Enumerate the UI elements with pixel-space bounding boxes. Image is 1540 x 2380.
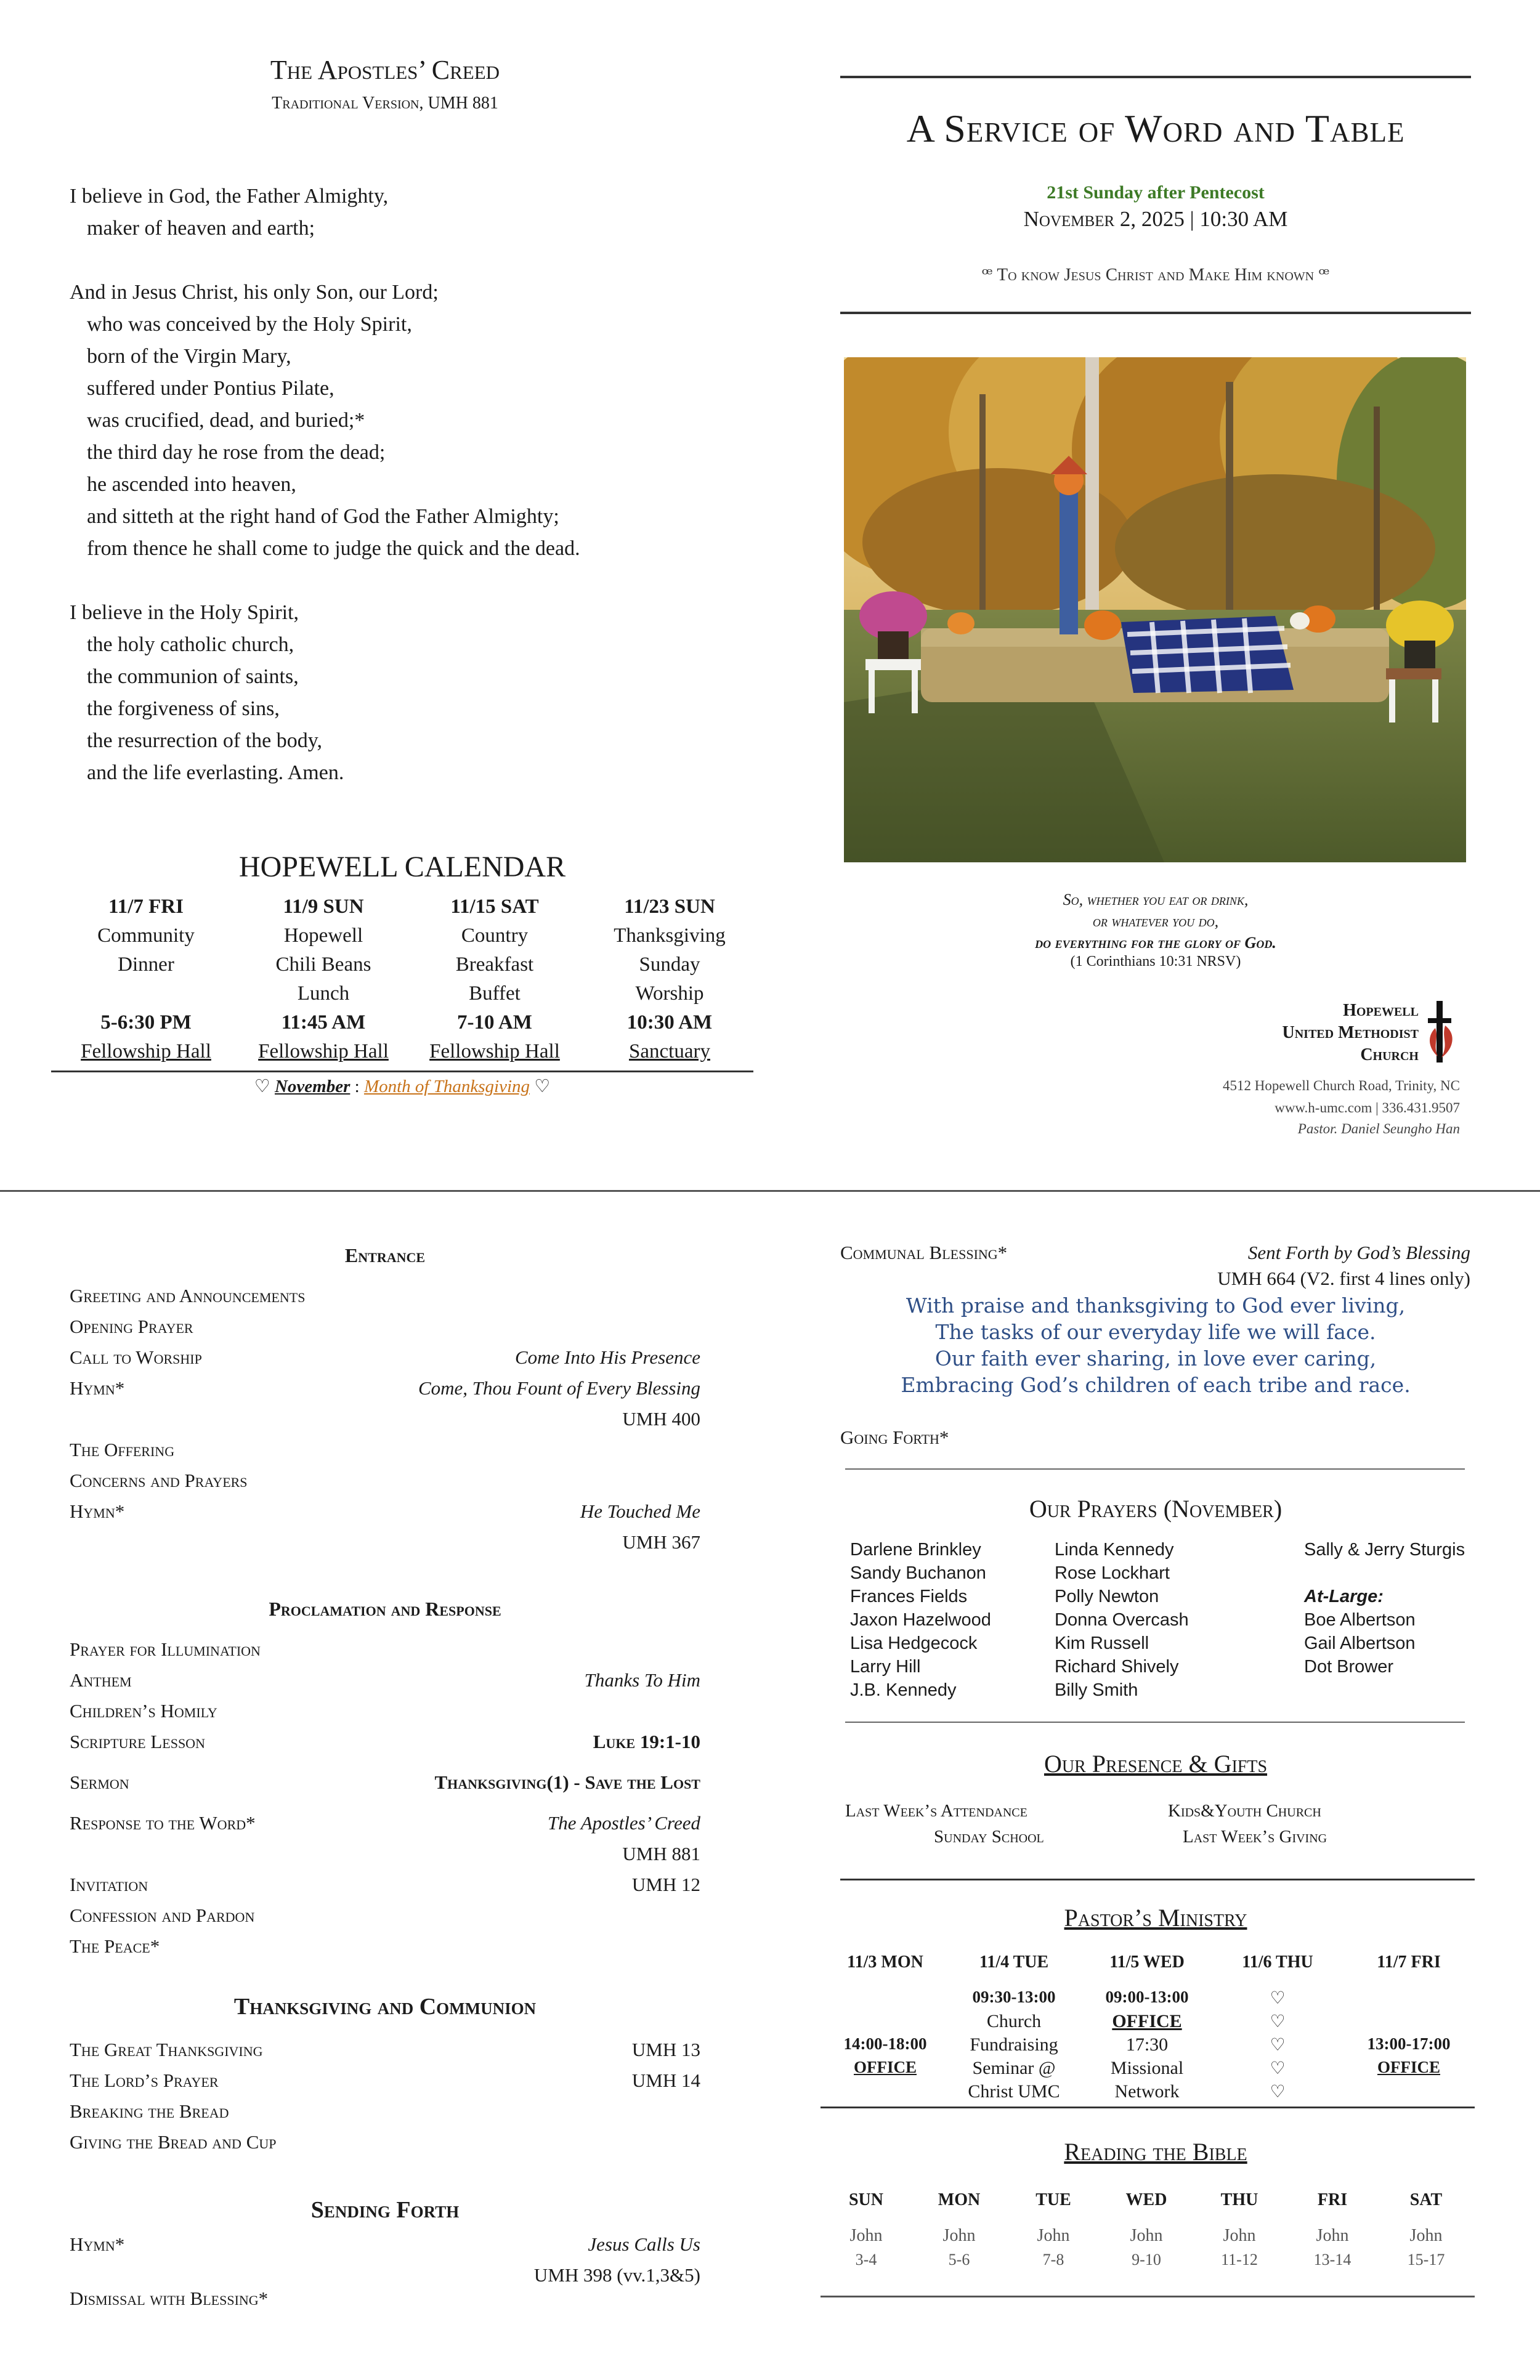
kids-youth-label: Kids&Youth Church	[1168, 1801, 1321, 1821]
calendar-footer	[51, 1075, 753, 1097]
hymn-number: UMH 398 (vv.1,3&5)	[533, 2264, 700, 2286]
creed-line: born of the Virgin Mary,	[87, 345, 291, 368]
event-date: 11/23 SUN	[624, 896, 715, 918]
heart-icon: ♡	[1270, 2059, 1286, 2078]
event-date: 11/15 SAT	[450, 896, 539, 918]
reading-chapters: 11-12	[1221, 2251, 1258, 2269]
reading-day: SAT	[1409, 2190, 1443, 2209]
prayer-name: Donna Overcash	[1055, 1610, 1189, 1630]
creed-line: maker of heaven and earth;	[87, 217, 315, 240]
hymn-number: UMH 400	[622, 1408, 700, 1430]
prayer-name: Lisa Hedgecock	[850, 1633, 978, 1653]
calendar-title: HOPEWELL CALENDAR	[238, 851, 566, 883]
verse-line: or whatever you do,	[1092, 912, 1219, 930]
divider	[845, 1722, 1465, 1723]
liturgy-item: Invitation	[70, 1874, 148, 1895]
event-time: 11:45 AM	[281, 1011, 366, 1034]
creed-line: suffered under Pontius Pilate,	[87, 377, 334, 400]
liturgy-item: Response to the Word*	[70, 1812, 256, 1834]
prayer-name: Rose Lockhart	[1055, 1563, 1170, 1583]
creed-subtitle: Traditional Version, UMH 881	[272, 94, 498, 113]
giving-label: Last Week’s Giving	[1183, 1827, 1327, 1847]
section-heading: Pastor’s Ministry	[1064, 1904, 1247, 1932]
lyric-line: With praise and thanksgiving to God ever living,	[906, 1293, 1406, 1318]
ministry-office: OFFICE	[1377, 2058, 1440, 2076]
section-heading: Our Prayers (November)	[1029, 1495, 1283, 1523]
event-place: Fellowship Hall	[258, 1040, 389, 1062]
pastor-name: Pastor. Daniel Seungho Han	[1297, 1121, 1460, 1136]
cover-photo	[844, 357, 1466, 862]
sunday-school-label: Sunday School	[934, 1827, 1044, 1847]
prayer-name: Sally & Jerry Sturgis	[1304, 1540, 1465, 1560]
hymn-number: UMH 367	[622, 1531, 700, 1553]
reading-day: TUE	[1035, 2190, 1071, 2209]
heart-icon: ♡	[1270, 2082, 1286, 2102]
reading-chapters: 9-10	[1132, 2251, 1161, 2269]
liturgy-item: The Great Thanksgiving	[70, 2039, 263, 2060]
event-time: 7-10 AM	[457, 1011, 532, 1034]
liturgy-item: The Peace*	[70, 1935, 160, 1957]
liturgy-detail: Come Into His Presence	[514, 1346, 700, 1368]
reading-book: John	[942, 2226, 976, 2245]
liturgy-item: Hymn*	[70, 2233, 125, 2255]
liturgy-item: Prayer for Illumination	[70, 1638, 261, 1660]
creed-line: the holy catholic church,	[87, 633, 294, 656]
prayer-name: Darlene Brinkley	[850, 1540, 981, 1560]
ministry-time: 14:00-18:00	[843, 2034, 927, 2053]
liturgy-detail: Sent Forth by God’s Blessing	[1247, 1242, 1470, 1263]
liturgy-item: The Lord’s Prayer	[70, 2070, 219, 2091]
prayer-name: Sandy Buchanon	[850, 1563, 986, 1583]
liturgy-detail: He Touched Me	[580, 1500, 700, 1522]
divider	[51, 1071, 753, 1072]
heart-icon: ♡	[254, 1077, 270, 1096]
event-date: 11/7 FRI	[108, 896, 184, 918]
lyric-line: Our faith ever sharing, in love ever caring,	[934, 1346, 1377, 1370]
church-name-line: Church	[1360, 1045, 1419, 1064]
prayer-name: Jaxon Hazelwood	[850, 1610, 991, 1630]
scripture-reference: Luke 19:1-10	[593, 1731, 700, 1752]
attendance-label: Last Week’s Attendance	[845, 1801, 1027, 1821]
event-line: Lunch	[297, 982, 350, 1005]
cross-and-flame-icon	[1423, 1001, 1460, 1062]
section-heading: Reading the Bible	[1064, 2138, 1247, 2166]
verse-reference: (1 Corinthians 10:31 NRSV)	[1070, 953, 1241, 969]
event-line: Sunday	[639, 953, 700, 976]
prayer-name: Gail Albertson	[1304, 1633, 1416, 1653]
prayer-name: J.B. Kennedy	[850, 1680, 957, 1700]
at-large-label: At-Large:	[1304, 1587, 1384, 1606]
divider	[840, 312, 1471, 314]
creed-line: he ascended into heaven,	[87, 473, 296, 496]
creed-line: was crucified, dead, and buried;*	[87, 409, 365, 432]
church-contact: www.h-umc.com | 336.431.9507	[1275, 1100, 1460, 1115]
liturgy-item: Call to Worship	[70, 1346, 202, 1368]
liturgy-item: Dismissal with Blessing*	[70, 2288, 269, 2309]
creed-line: I believe in the Holy Spirit,	[70, 601, 299, 624]
section-heading: Thanksgiving and Communion	[233, 1994, 537, 2020]
prayer-name: Larry Hill	[850, 1657, 921, 1677]
divider	[845, 1468, 1465, 1470]
creed-line: who was conceived by the Holy Spirit,	[87, 313, 412, 336]
occasion: 21st Sunday after Pentecost	[1047, 182, 1265, 203]
hymn-number: UMH 14	[631, 2070, 700, 2091]
event-line: Chili Beans	[275, 953, 371, 976]
prayer-name: Linda Kennedy	[1055, 1540, 1174, 1560]
service-title: A Service of Word and Table	[906, 107, 1405, 150]
event-place: Sanctuary	[629, 1040, 710, 1062]
prayer-name: Polly Newton	[1055, 1587, 1159, 1606]
ministry-line: Christ UMC	[968, 2081, 1060, 2102]
hymn-number: UMH 13	[631, 2039, 700, 2060]
ministry-line: Seminar @	[972, 2058, 1056, 2078]
creed-line: the third day he rose from the dead;	[87, 441, 386, 464]
footer-separator: :	[350, 1077, 364, 1096]
service-datetime: November 2, 2025 | 10:30 AM	[1023, 207, 1288, 231]
hymn-number: UMH 664 (V2. first 4 lines only)	[1217, 1268, 1470, 1289]
reading-book: John	[849, 2226, 883, 2245]
section-heading: Sending Forth	[310, 2197, 460, 2223]
reading-chapters: 5-6	[948, 2251, 970, 2269]
event-line: Buffet	[469, 982, 521, 1005]
liturgy-item: Opening Prayer	[70, 1316, 193, 1337]
footer-theme: Month of Thanksgiving	[363, 1077, 530, 1096]
liturgy-item: Scripture Lesson	[70, 1731, 205, 1752]
lyric-line: The tasks of our everyday life we will face.	[935, 1320, 1376, 1344]
event-place: Fellowship Hall	[429, 1040, 560, 1062]
liturgy-item: Going Forth*	[840, 1427, 949, 1448]
creed-line: the forgiveness of sins,	[87, 697, 280, 720]
liturgy-item: Breaking the Bread	[70, 2100, 229, 2122]
reading-day: FRI	[1317, 2190, 1348, 2209]
event-line: Dinner	[118, 953, 174, 976]
creed-line: the communion of saints,	[87, 665, 299, 688]
ministry-line: Missional	[1110, 2058, 1184, 2078]
ministry-office: OFFICE	[1112, 2011, 1182, 2031]
reading-chapters: 13-14	[1313, 2251, 1352, 2269]
liturgy-item: Communal Blessing*	[840, 1242, 1008, 1263]
creed-line: from thence he shall come to judge the quick and the dead.	[87, 537, 580, 560]
ministry-day: 11/3 MON	[847, 1953, 923, 1972]
event-line: Worship	[635, 982, 704, 1005]
ministry-day: 11/4 TUE	[979, 1953, 1049, 1972]
liturgy-item: The Offering	[70, 1439, 175, 1460]
ministry-time: 09:00-13:00	[1105, 1988, 1189, 2006]
creed-line: I believe in God, the Father Almighty,	[70, 185, 389, 208]
hymn-number: UMH 12	[631, 1874, 700, 1895]
reading-book: John	[1223, 2226, 1256, 2245]
liturgy-detail: Jesus Calls Us	[588, 2233, 700, 2255]
event-time: 5-6:30 PM	[100, 1011, 192, 1034]
reading-day: WED	[1125, 2190, 1167, 2209]
creed-line: the resurrection of the body,	[87, 729, 323, 752]
reading-book: John	[1037, 2226, 1070, 2245]
liturgy-detail: Come, Thou Fount of Every Blessing	[418, 1377, 700, 1399]
ministry-day: 11/7 FRI	[1377, 1953, 1441, 1972]
creed-line: and sitteth at the right hand of God the Father Almighty;	[87, 505, 559, 528]
liturgy-item: Confession and Pardon	[70, 1904, 255, 1926]
prayer-name: Boe Albertson	[1304, 1610, 1416, 1630]
reading-day: MON	[938, 2190, 981, 2209]
creed-line: And in Jesus Christ, his only Son, our Lord;	[70, 281, 439, 304]
prayer-name: Richard Shively	[1055, 1657, 1179, 1677]
ministry-time: 09:30-13:00	[972, 1988, 1056, 2006]
divider	[821, 2107, 1475, 2108]
heart-icon: ♡	[1270, 1989, 1286, 2008]
event-date: 11/9 SUN	[283, 896, 364, 918]
church-address: 4512 Hopewell Church Road, Trinity, NC	[1222, 1078, 1460, 1093]
section-heading: Our Presence & Gifts	[1044, 1750, 1268, 1778]
ministry-line: Network	[1114, 2081, 1180, 2102]
liturgy-detail: The Apostles’ Creed	[548, 1812, 700, 1834]
reading-chapters: 7-8	[1042, 2251, 1064, 2269]
divider	[840, 76, 1471, 78]
reading-book: John	[1409, 2226, 1443, 2245]
ministry-day: 11/5 WED	[1109, 1953, 1185, 1972]
ministry-line: 17:30	[1125, 2034, 1169, 2055]
event-line: Breakfast	[455, 953, 534, 976]
heart-icon: ♡	[1270, 2036, 1286, 2055]
prayer-name: Frances Fields	[850, 1587, 968, 1606]
reading-book: John	[1130, 2226, 1163, 2245]
section-heading: Proclamation and Response	[269, 1598, 501, 1620]
ministry-office: OFFICE	[853, 2058, 917, 2076]
liturgy-item: Anthem	[70, 1669, 132, 1691]
sermon-title: Thanksgiving(1) - Save the Lost	[434, 1771, 700, 1793]
event-line: Country	[461, 925, 529, 947]
autumn-scene-image	[844, 357, 1466, 862]
event-line: Community	[97, 925, 195, 947]
liturgy-item: Giving the Bread and Cup	[70, 2131, 277, 2153]
liturgy-detail: Thanks To Him	[584, 1669, 700, 1691]
reading-book: John	[1316, 2226, 1349, 2245]
reading-chapters: 3-4	[855, 2251, 877, 2269]
ministry-day: 11/6 THU	[1242, 1953, 1313, 1972]
liturgy-item: Hymn*	[70, 1377, 125, 1399]
liturgy-item: Hymn*	[70, 1500, 125, 1522]
church-name-line: United Methodist	[1282, 1023, 1419, 1042]
section-heading: Entrance	[344, 1244, 426, 1266]
creed-line: and the life everlasting. Amen.	[87, 761, 344, 784]
heart-icon: ♡	[1270, 2012, 1286, 2031]
lyric-line: Embracing God’s children of each tribe and race.	[901, 1373, 1411, 1397]
event-place: Fellowship Hall	[81, 1040, 211, 1062]
event-line: Thanksgiving	[614, 925, 726, 947]
ministry-line: Church	[986, 2011, 1042, 2031]
verse-line: So, whether you eat or drink,	[1063, 891, 1249, 909]
verse-line: do everything for the glory of God.	[1035, 934, 1276, 952]
footer-month: November	[274, 1077, 351, 1096]
reading-day: SUN	[848, 2190, 883, 2209]
church-name-line: Hopewell	[1343, 1001, 1419, 1020]
liturgy-item: Concerns and Prayers	[70, 1470, 248, 1491]
heart-icon: ♡	[534, 1077, 551, 1096]
prayer-name: Billy Smith	[1055, 1680, 1138, 1700]
prayer-name: Kim Russell	[1055, 1633, 1149, 1653]
divider	[821, 2296, 1475, 2297]
reading-chapters: 15-17	[1407, 2251, 1445, 2269]
event-line: Hopewell	[283, 925, 363, 947]
creed-title: The Apostles’ Creed	[270, 55, 500, 85]
mission-statement: ꟹ To know Jesus Christ and Make Him known ꟹ	[981, 265, 1330, 285]
reading-day: THU	[1220, 2190, 1258, 2209]
liturgy-item: Children’s Homily	[70, 1700, 217, 1722]
ministry-line: Fundraising	[970, 2034, 1058, 2055]
divider	[840, 1879, 1475, 1880]
prayer-name: Dot Brower	[1304, 1657, 1394, 1677]
event-time: 10:30 AM	[626, 1011, 713, 1034]
ministry-time: 13:00-17:00	[1367, 2034, 1451, 2053]
liturgy-item: Sermon	[70, 1771, 129, 1793]
page-divider	[0, 1190, 1540, 1192]
hymn-number: UMH 881	[622, 1843, 700, 1864]
liturgy-item: Greeting and Announcements	[70, 1285, 306, 1306]
